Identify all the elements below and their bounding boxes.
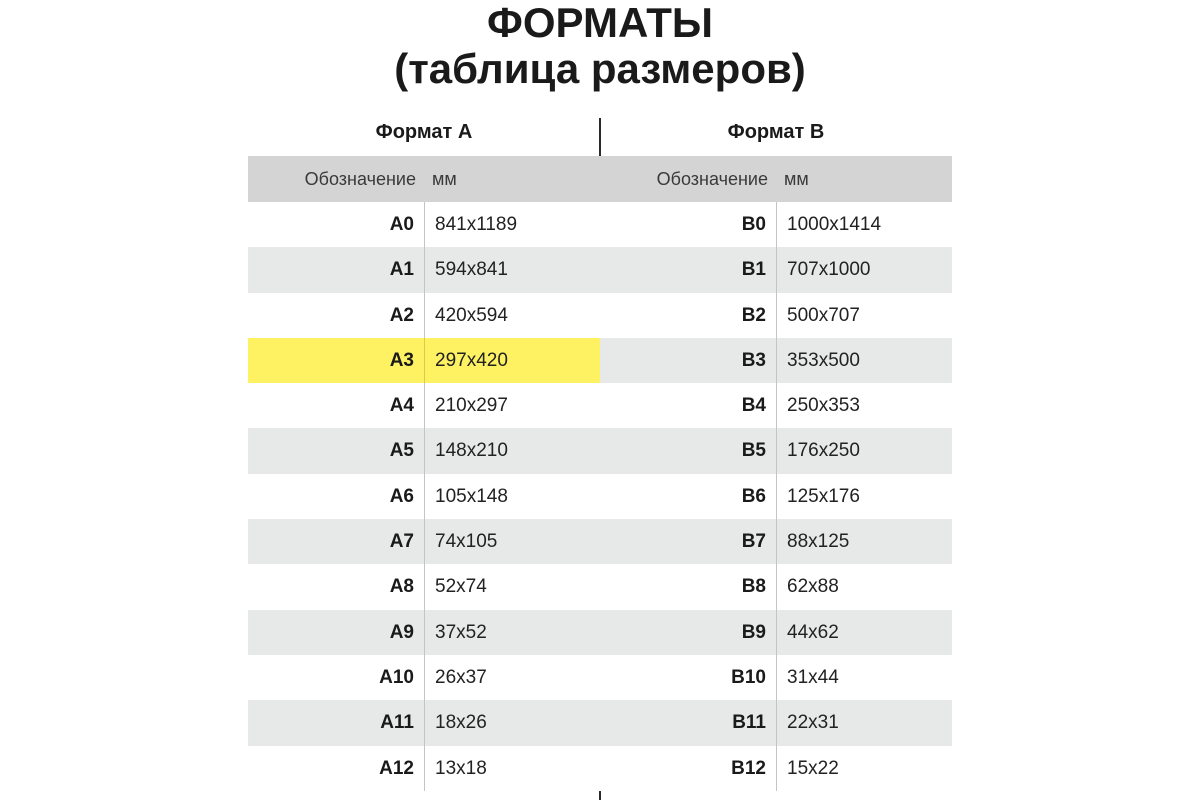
- format-a-row: [248, 428, 600, 473]
- format-b-size-cell: 500x707: [776, 293, 952, 338]
- format-b-size-cell: 353x500: [776, 338, 952, 383]
- format-a-row: [248, 383, 600, 428]
- format-b-row: [600, 655, 952, 700]
- format-a-designation-cell: A0: [389, 214, 414, 235]
- format-a-size-cell: 74x105: [424, 519, 600, 564]
- format-a-row: [248, 700, 600, 745]
- format-b-designation-cell: B4: [741, 395, 766, 417]
- format-b-size-cell: 15x22: [776, 746, 952, 791]
- format-a-size-cell: 148x210: [424, 428, 600, 473]
- format-b-row: [600, 474, 952, 519]
- format-b-size-cell: 31x44: [776, 655, 952, 700]
- format-b-size-cell: 22x31: [776, 700, 952, 745]
- format-b-rows: [600, 202, 952, 791]
- format-b-designation-cell: B8: [741, 576, 766, 598]
- format-b-title: Формат В: [727, 121, 825, 143]
- format-a-size-cell: 420x594: [424, 293, 600, 338]
- format-a-designation-cell: A7: [389, 531, 414, 553]
- format-b-size-cell: 250x353: [776, 383, 952, 428]
- format-a-header-mm: мм: [432, 169, 457, 189]
- format-b-header-row: [600, 156, 952, 202]
- format-b-designation-cell: B5: [741, 440, 766, 462]
- format-a-size-cell: 105x148: [424, 474, 600, 519]
- page-title: ФОРМАТЫ: [487, 0, 713, 46]
- format-a-row: [248, 519, 600, 564]
- format-b-designation-cell: B3: [741, 349, 766, 371]
- format-b-row: [600, 293, 952, 338]
- format-b-row: [600, 428, 952, 473]
- format-b-size-cell: 44x62: [776, 610, 952, 655]
- format-a-row: [248, 655, 600, 700]
- format-a-designation-cell: A12: [379, 757, 414, 779]
- format-a-size-cell: 26x37: [424, 655, 600, 700]
- format-b-header-designation: Обозначение: [656, 169, 768, 189]
- format-a-rows: [248, 202, 600, 791]
- format-a-designation-cell: A3: [389, 349, 414, 371]
- format-a-designation-cell: A11: [380, 712, 414, 734]
- format-b-size-cell: 176x250: [776, 428, 952, 473]
- format-a-size-cell: 52x74: [424, 564, 600, 609]
- format-a-designation-cell: A2: [389, 304, 414, 326]
- format-b-row: [600, 247, 952, 292]
- format-a-designation-cell: A1: [389, 259, 414, 281]
- format-b-section: [600, 108, 952, 791]
- format-a-row: [248, 474, 600, 519]
- format-b-row: [600, 746, 952, 791]
- format-a-row: [248, 202, 600, 247]
- format-b-designation-cell: B0: [741, 214, 766, 235]
- format-a-row: [248, 338, 600, 383]
- format-a-designation-cell: A6: [389, 485, 414, 507]
- format-a-designation-cell: A5: [389, 440, 414, 462]
- format-a-size-cell: 18x26: [424, 700, 600, 745]
- format-b-row: [600, 202, 952, 247]
- format-a-designation-cell: A10: [379, 666, 414, 688]
- format-b-row: [600, 338, 952, 383]
- format-a-designation-cell: A4: [389, 395, 414, 417]
- format-a-size-cell: 297x420: [424, 338, 600, 383]
- format-b-row: [600, 519, 952, 564]
- format-b-designation-cell: B7: [741, 531, 766, 553]
- page-subtitle: (таблица размеров): [394, 45, 806, 92]
- format-a-section: [248, 108, 600, 791]
- format-b-designation-cell: B11: [732, 712, 766, 734]
- format-b-row: [600, 564, 952, 609]
- format-a-header-designation: Обозначение: [304, 169, 416, 189]
- format-b-designation-cell: B2: [741, 304, 766, 326]
- format-a-row: [248, 610, 600, 655]
- format-a-size-cell: 13x18: [424, 746, 600, 791]
- format-a-designation-cell: A8: [389, 576, 414, 598]
- format-a-size-cell: 841x1189: [424, 202, 600, 247]
- format-a-size-cell: 210x297: [424, 383, 600, 428]
- format-a-header-row: [248, 156, 600, 202]
- format-b-designation-cell: B1: [741, 259, 766, 281]
- format-a-row: [248, 293, 600, 338]
- format-b-size-cell: 125x176: [776, 474, 952, 519]
- format-b-size-cell: 1000x1414: [776, 202, 952, 247]
- format-a-row: [248, 746, 600, 791]
- format-b-designation-cell: B9: [741, 621, 766, 643]
- format-a-size-cell: 37x52: [424, 610, 600, 655]
- format-b-header-mm: мм: [784, 169, 809, 189]
- format-b-row: [600, 700, 952, 745]
- format-a-title: Формат А: [375, 121, 473, 143]
- format-b-row: [600, 610, 952, 655]
- format-a-row: [248, 247, 600, 292]
- format-b-designation-cell: B10: [731, 666, 766, 688]
- format-a-size-cell: 594x841: [424, 247, 600, 292]
- format-b-size-cell: 88x125: [776, 519, 952, 564]
- format-b-designation-cell: B12: [731, 757, 766, 779]
- format-b-size-cell: 62x88: [776, 564, 952, 609]
- format-a-designation-cell: A9: [389, 621, 414, 643]
- format-b-size-cell: 707x1000: [776, 247, 952, 292]
- format-b-designation-cell: B6: [741, 485, 766, 507]
- format-b-row: [600, 383, 952, 428]
- format-a-row: [248, 564, 600, 609]
